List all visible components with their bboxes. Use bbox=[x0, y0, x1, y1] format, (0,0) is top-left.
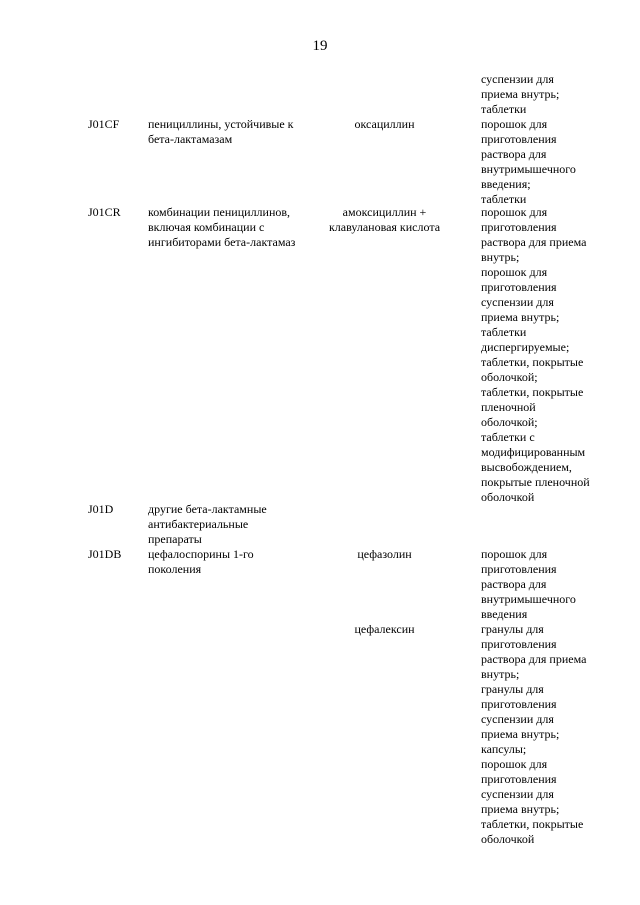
form-line: таблетки с bbox=[481, 430, 535, 444]
form-line: приготовления bbox=[481, 637, 557, 651]
drug-name bbox=[302, 117, 467, 132]
drug-name bbox=[302, 547, 467, 562]
form-line: порошок для bbox=[481, 205, 548, 219]
page-number: 19 bbox=[312, 38, 328, 54]
form-line: приема внутрь; bbox=[481, 802, 560, 816]
form-line: порошок для bbox=[481, 547, 548, 561]
form-line: порошок для bbox=[481, 117, 548, 131]
group-name bbox=[148, 117, 298, 147]
form-line: диспергируемые; bbox=[481, 340, 570, 354]
group-name bbox=[148, 205, 298, 250]
group-name bbox=[148, 547, 298, 577]
form-line: таблетки bbox=[481, 325, 527, 339]
form-line: суспензии для bbox=[481, 72, 554, 86]
form-line: гранулы для bbox=[481, 682, 544, 696]
name-line: препараты bbox=[148, 532, 202, 546]
atc-code: J01DB bbox=[88, 547, 122, 561]
form-line: приготовления bbox=[481, 562, 557, 576]
form-line: раствора для bbox=[481, 147, 547, 161]
name-line: поколения bbox=[148, 562, 202, 576]
drug-line: цефалексин bbox=[354, 622, 415, 636]
form-line: суспензии для bbox=[481, 295, 554, 309]
form-line: таблетки, покрытые bbox=[481, 355, 584, 369]
form-line: раствора для bbox=[481, 577, 547, 591]
drug-name bbox=[302, 205, 467, 235]
form-line: суспензии для bbox=[481, 712, 554, 726]
form-line: пленочной bbox=[481, 400, 536, 414]
form-line: внутримышечного bbox=[481, 162, 576, 176]
form-line: таблетки, покрытые bbox=[481, 817, 584, 831]
form-line: приготовления bbox=[481, 697, 557, 711]
name-line: ингибиторами бета-лактамаз bbox=[148, 235, 296, 249]
form-line: введения bbox=[481, 607, 528, 621]
group-name bbox=[148, 502, 298, 547]
form-line: приготовления bbox=[481, 772, 557, 786]
drug-line: цефазолин bbox=[357, 547, 412, 561]
name-line: комбинации пенициллинов, bbox=[148, 205, 291, 219]
form-line: приема внутрь; bbox=[481, 87, 560, 101]
form-line: приготовления bbox=[481, 132, 557, 146]
dosage-forms bbox=[481, 547, 621, 622]
form-line: порошок для bbox=[481, 757, 548, 771]
form-line: покрытые пленочной bbox=[481, 475, 590, 489]
form-line: таблетки, покрытые bbox=[481, 385, 584, 399]
dosage-forms bbox=[481, 117, 621, 207]
form-line: таблетки bbox=[481, 102, 527, 116]
form-line: высвобождением, bbox=[481, 460, 572, 474]
form-line: приготовления bbox=[481, 280, 557, 294]
drug-line: оксациллин bbox=[354, 117, 415, 131]
form-line: оболочкой bbox=[481, 832, 535, 846]
name-line: цефалоспорины 1-го bbox=[148, 547, 254, 561]
form-line: оболочкой; bbox=[481, 415, 538, 429]
form-line: оболочкой; bbox=[481, 370, 538, 384]
name-line: бета-лактамазам bbox=[148, 132, 233, 146]
name-line: антибактериальные bbox=[148, 517, 249, 531]
name-line: включая комбинации с bbox=[148, 220, 265, 234]
drug-name bbox=[302, 622, 467, 637]
form-line: суспензии для bbox=[481, 787, 554, 801]
form-line: гранулы для bbox=[481, 622, 544, 636]
atc-code: J01CR bbox=[88, 205, 121, 219]
form-line: приготовления bbox=[481, 220, 557, 234]
form-line: внутримышечного bbox=[481, 592, 576, 606]
atc-code: J01CF bbox=[88, 117, 120, 131]
form-line: приема внутрь; bbox=[481, 310, 560, 324]
form-line: раствора для приема bbox=[481, 652, 587, 666]
form-line: оболочкой bbox=[481, 490, 535, 504]
dosage-forms bbox=[481, 622, 621, 847]
drug-line: клавулановая кислота bbox=[328, 220, 441, 234]
form-line: внутрь; bbox=[481, 250, 520, 264]
form-line: модифицированным bbox=[481, 445, 586, 459]
form-line: таблетки bbox=[481, 192, 527, 206]
form-line: внутрь; bbox=[481, 667, 520, 681]
dosage-forms bbox=[481, 72, 621, 117]
form-line: приема внутрь; bbox=[481, 727, 560, 741]
name-line: пенициллины, устойчивые к bbox=[148, 117, 294, 131]
form-line: введения; bbox=[481, 177, 531, 191]
drug-line: амоксициллин + bbox=[342, 205, 427, 219]
form-line: порошок для bbox=[481, 265, 548, 279]
dosage-forms bbox=[481, 205, 621, 505]
form-line: капсулы; bbox=[481, 742, 527, 756]
atc-code: J01D bbox=[88, 502, 114, 516]
form-line: раствора для приема bbox=[481, 235, 587, 249]
name-line: другие бета-лактамные bbox=[148, 502, 267, 516]
